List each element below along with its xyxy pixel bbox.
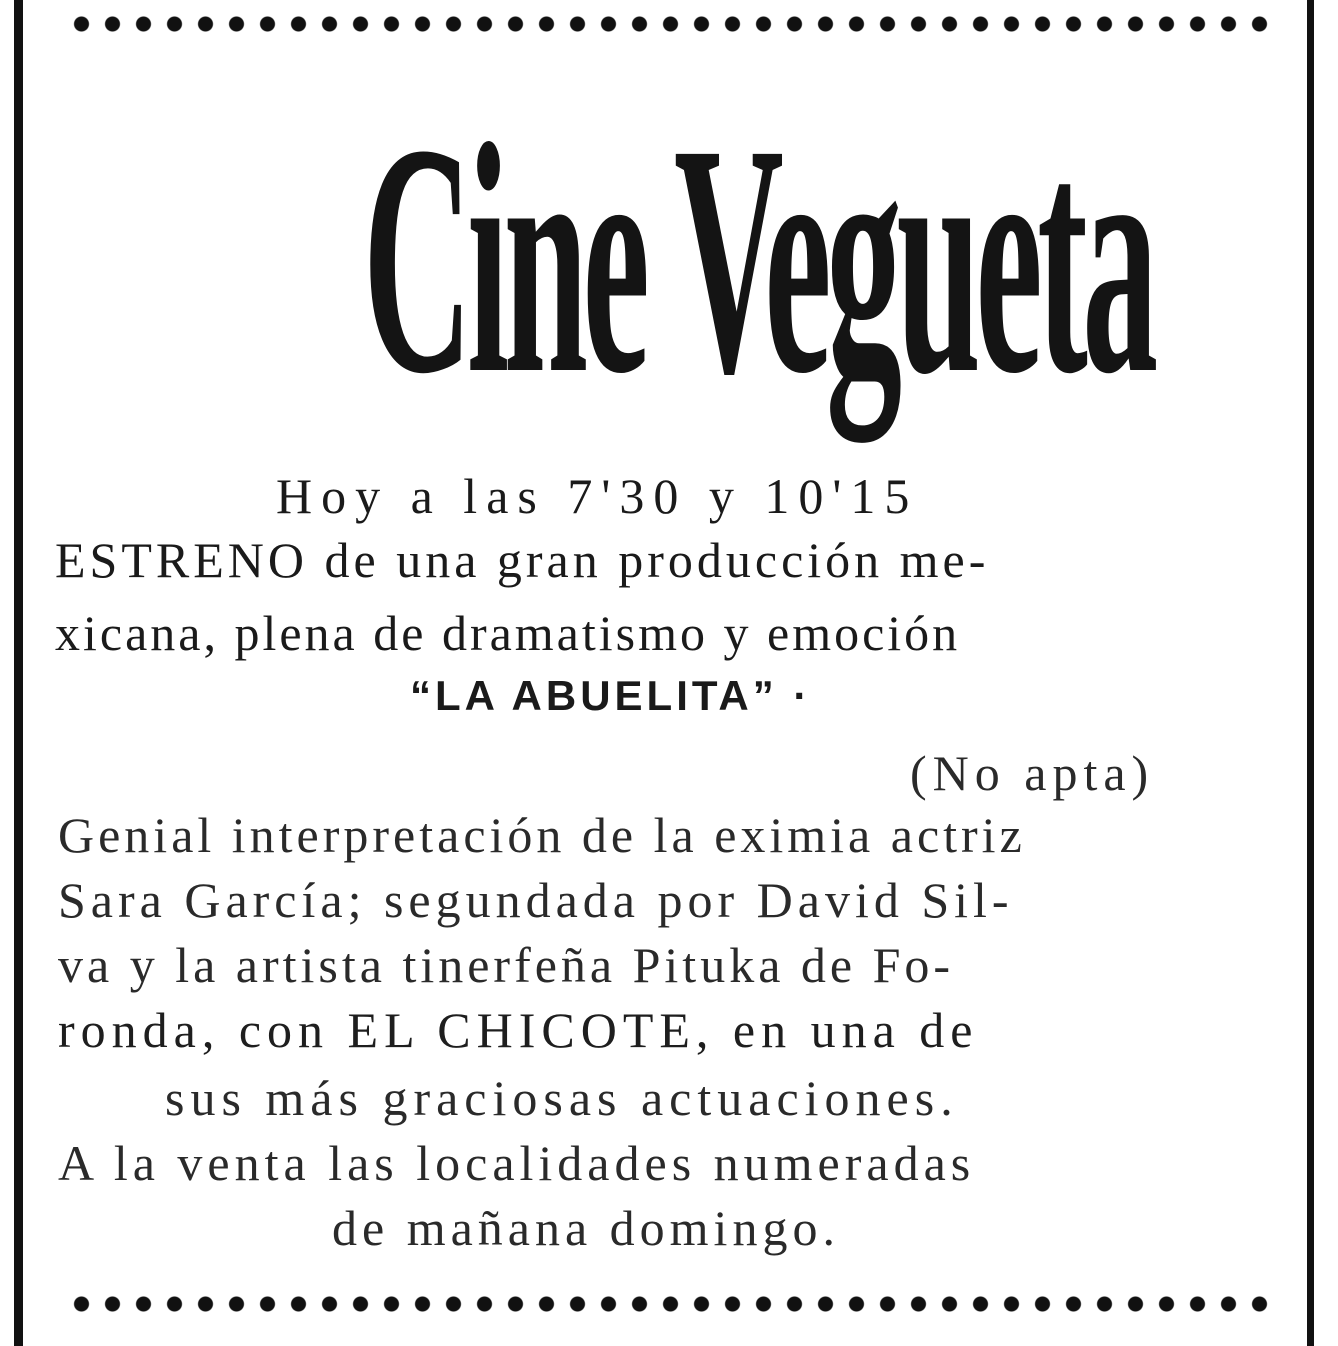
cast-line-4: ronda, con EL CHICOTE, en una de [58, 1002, 979, 1058]
cast-line-2: Sara García; segundada por David Sil- [58, 872, 1014, 928]
cinema-title: Cine Vegueta [362, 77, 1153, 442]
cast-line-3: va y la artista tinerfeña Pituka de Fo- [58, 937, 955, 993]
rating-note: (No apta) [910, 745, 1155, 801]
showtimes-line: Hoy a las 7'30 y 10'15 [276, 468, 919, 524]
premiere-line-1: ESTRENO de una gran producción me- [55, 532, 990, 588]
tickets-line-2: de mañana domingo. [332, 1200, 840, 1256]
top-dotted-rule [66, 14, 1276, 34]
tickets-line-1: A la venta las localidades numeradas [58, 1135, 976, 1191]
premiere-line-2: xicana, plena de dramatismo y emoción [55, 605, 961, 661]
bottom-dotted-rule [66, 1294, 1276, 1314]
cast-line-5: sus más graciosas actuaciones. [165, 1070, 959, 1126]
film-title: “LA ABUELITA” · [410, 672, 812, 719]
cast-line-1: Genial interpretación de la eximia actriz [58, 807, 1026, 863]
